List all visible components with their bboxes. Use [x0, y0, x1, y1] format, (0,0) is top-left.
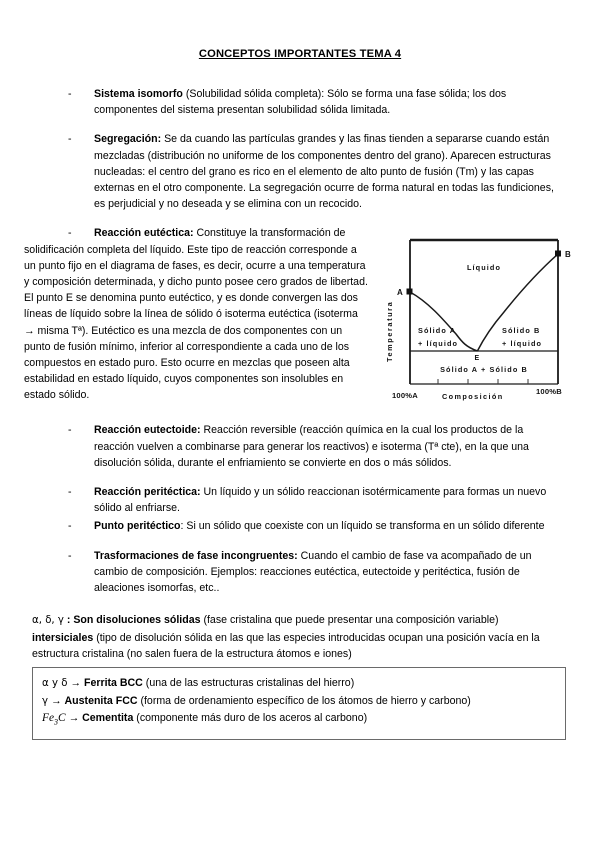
- bullet-body: Se da cuando las partículas grandes y las finas tienden a separarse cuando están mezcladas (distribución no uniforme de los componentes dentro del grano). Aparecen estructuras nucleadas: el centro del grano es rico en el elemento de alto punto de fusión (Tm) y las capas externas en el otro componente. La segregación ocurre de forma natural en todas las fundiciones, es perjudicial y no deseada y se elimina con un recocido.: [94, 133, 554, 211]
- phase-desc: (componente más duro de los aceros al carbono): [133, 712, 368, 725]
- bullet-reaccion-peritectica: [24, 484, 576, 516]
- solid-solutions-text: (fase cristalina que puede presentar una composición variable): [200, 614, 499, 627]
- region-label-solido-a-solido-b: Sólido A + Sólido B: [440, 365, 528, 375]
- bullet-lead: Reacción eutéctica:: [94, 227, 194, 240]
- diagram-x-tick-right: 100%B: [536, 387, 562, 397]
- bullet-marker: -: [68, 424, 72, 437]
- bullet-reaccion-eutectoide: [24, 422, 576, 471]
- phase-symbol: $Fe_3C$: [42, 712, 66, 727]
- bullet-marker: -: [68, 520, 72, 533]
- phase-desc: (una de las estructuras cristalinas del hierro): [142, 677, 355, 690]
- diagram-point-a-label: A: [397, 288, 403, 298]
- region-label-solido-b: Sólido B: [502, 326, 541, 336]
- phase-desc: (forma de ordenamiento específico de los átomos de hierro y carbono): [137, 694, 471, 707]
- fact-line-cementita: [42, 710, 556, 731]
- bullet-marker: -: [68, 227, 72, 240]
- bullet-text: [94, 548, 576, 597]
- diagram-point-b-marker: [555, 251, 561, 257]
- phase-symbol: α y δ: [42, 678, 68, 690]
- phase-name: Austenita FCC: [64, 694, 138, 707]
- bullet-body: (Solubilidad sólida completa): Sólo se forma una fase sólida; los dos componentes del sistema presentan solubilidad sólida limitada.: [94, 88, 507, 117]
- bullet-body: : Si un sólido que coexiste con un líquido se transforma en un sólido diferente: [180, 520, 545, 533]
- bullet-text: [94, 86, 576, 118]
- bullet-lead: Reacción peritéctica:: [94, 486, 201, 499]
- diagram-x-tick-left: 100%A: [392, 391, 418, 401]
- region-label-solido-a-liquido: + líquido: [418, 339, 459, 349]
- bullet-marker: -: [68, 88, 72, 100]
- phase-diagram-svg: [380, 234, 576, 406]
- bullet-text: [94, 484, 576, 516]
- bullet-lead: Reacción eutectoide:: [94, 424, 201, 437]
- diagram-point-b-label: B: [565, 250, 571, 260]
- solid-solutions-lead: : Son disoluciones sólidas: [63, 614, 201, 627]
- page-title: CONCEPTOS IMPORTANTES TEMA 4: [198, 48, 402, 60]
- phase-name: Cementita: [82, 712, 134, 725]
- bullet-lead: Segregación:: [94, 133, 162, 146]
- solid-solutions-paragraph: [24, 612, 576, 662]
- phase-diagram: [380, 234, 576, 406]
- bullet-reaccion-eutectica: [24, 225, 576, 410]
- region-label-liquido: Líquido: [466, 263, 502, 273]
- bullet-segregacion: [24, 131, 576, 212]
- greek-symbols: α, δ, γ: [32, 615, 64, 627]
- phase-symbol: γ: [42, 695, 49, 707]
- bullet-lead: Trasformaciones de fase incongruentes:: [94, 549, 298, 562]
- bullet-body: Constituye la transformación de solidificación completa del líquido. Este tipo de reacción corresponde a un punto fijo en el diagrama de fases, es decir, ocurre a una temperatura y composición determinada, y dicho punto posee cero grados de libertad. El punto E se denomina punto eutéctico, y es donde convergen las dos líneas de líquido sobre la línea de sólido ó isoterma eutéctica (isoterma → misma Tª). Eutéctico es una mezcla de dos componentes con un punto de fusión mínimo, inferior al correspondiente a cada uno de los compuestos en estado puro. Esto ocurre en mezclas que poseen alta estabilidad en estado líquido, cuyos componentes son insolubles en estado sólido.: [24, 227, 368, 402]
- iron-phases-box: [32, 667, 566, 740]
- diagram-y-axis-label: Temperatura: [385, 301, 394, 363]
- bullet-body: Un líquido y un sólido reaccionan isotérmicamente para formas un nuevo sólido al enfriarse.: [94, 486, 547, 515]
- arrow-icon: →: [50, 694, 62, 707]
- region-label-solido-b-liquido: + líquido: [502, 339, 543, 349]
- arrow-icon: →: [70, 677, 82, 690]
- bullet-marker: -: [68, 549, 72, 562]
- intersiciales-text: (tipo de disolución sólida en las que las especies introducidas ocupan una posición vacía en la estructura cristalina (no salen fuera de la estructura átomos e iones): [32, 631, 540, 661]
- diagram-point-e-label: E: [474, 355, 480, 363]
- diagram-point-a-marker: [407, 289, 413, 295]
- bullet-lead: Punto peritéctico: [94, 520, 181, 533]
- fact-line-austenita: [42, 693, 556, 710]
- bullet-marker: -: [68, 486, 72, 499]
- bullet-body: Cuando el cambio de fase va acompañado de un cambio de composición. Ejemplos: reacciones eutéctica, eutectoide y peritéctica, fusión de aleaciones isomorfas, etc..: [94, 549, 532, 595]
- bullet-marker: -: [68, 133, 72, 146]
- intersiciales-lead: intersiciales: [32, 631, 94, 644]
- bullet-text: [94, 518, 576, 534]
- bullet-body: Reacción reversible (reacción química en la cual los productos de la reacción vuelven a combinarse para generar los reactivos) e isoterma (Tª cte), en la que una disolución sólida, durante el enfriamiento se convierte en dos o más sólidos.: [94, 424, 529, 469]
- region-label-solido-a: Sólido A: [418, 326, 457, 336]
- bullet-punto-peritectico: [24, 518, 576, 534]
- phase-diagram-figure: [380, 234, 576, 406]
- bullet-lead: Sistema isomorfo: [94, 88, 183, 100]
- bullet-trasformaciones-incongruentes: [24, 548, 576, 597]
- bullet-text: [94, 422, 576, 471]
- arrow-icon: →: [68, 712, 80, 725]
- bullet-text: [94, 131, 576, 212]
- phase-name: Ferrita BCC: [83, 677, 143, 690]
- diagram-x-axis-label: Composición: [442, 392, 504, 402]
- fact-line-ferrita: [42, 675, 556, 692]
- bullet-sistema-isomorfo: [24, 86, 576, 118]
